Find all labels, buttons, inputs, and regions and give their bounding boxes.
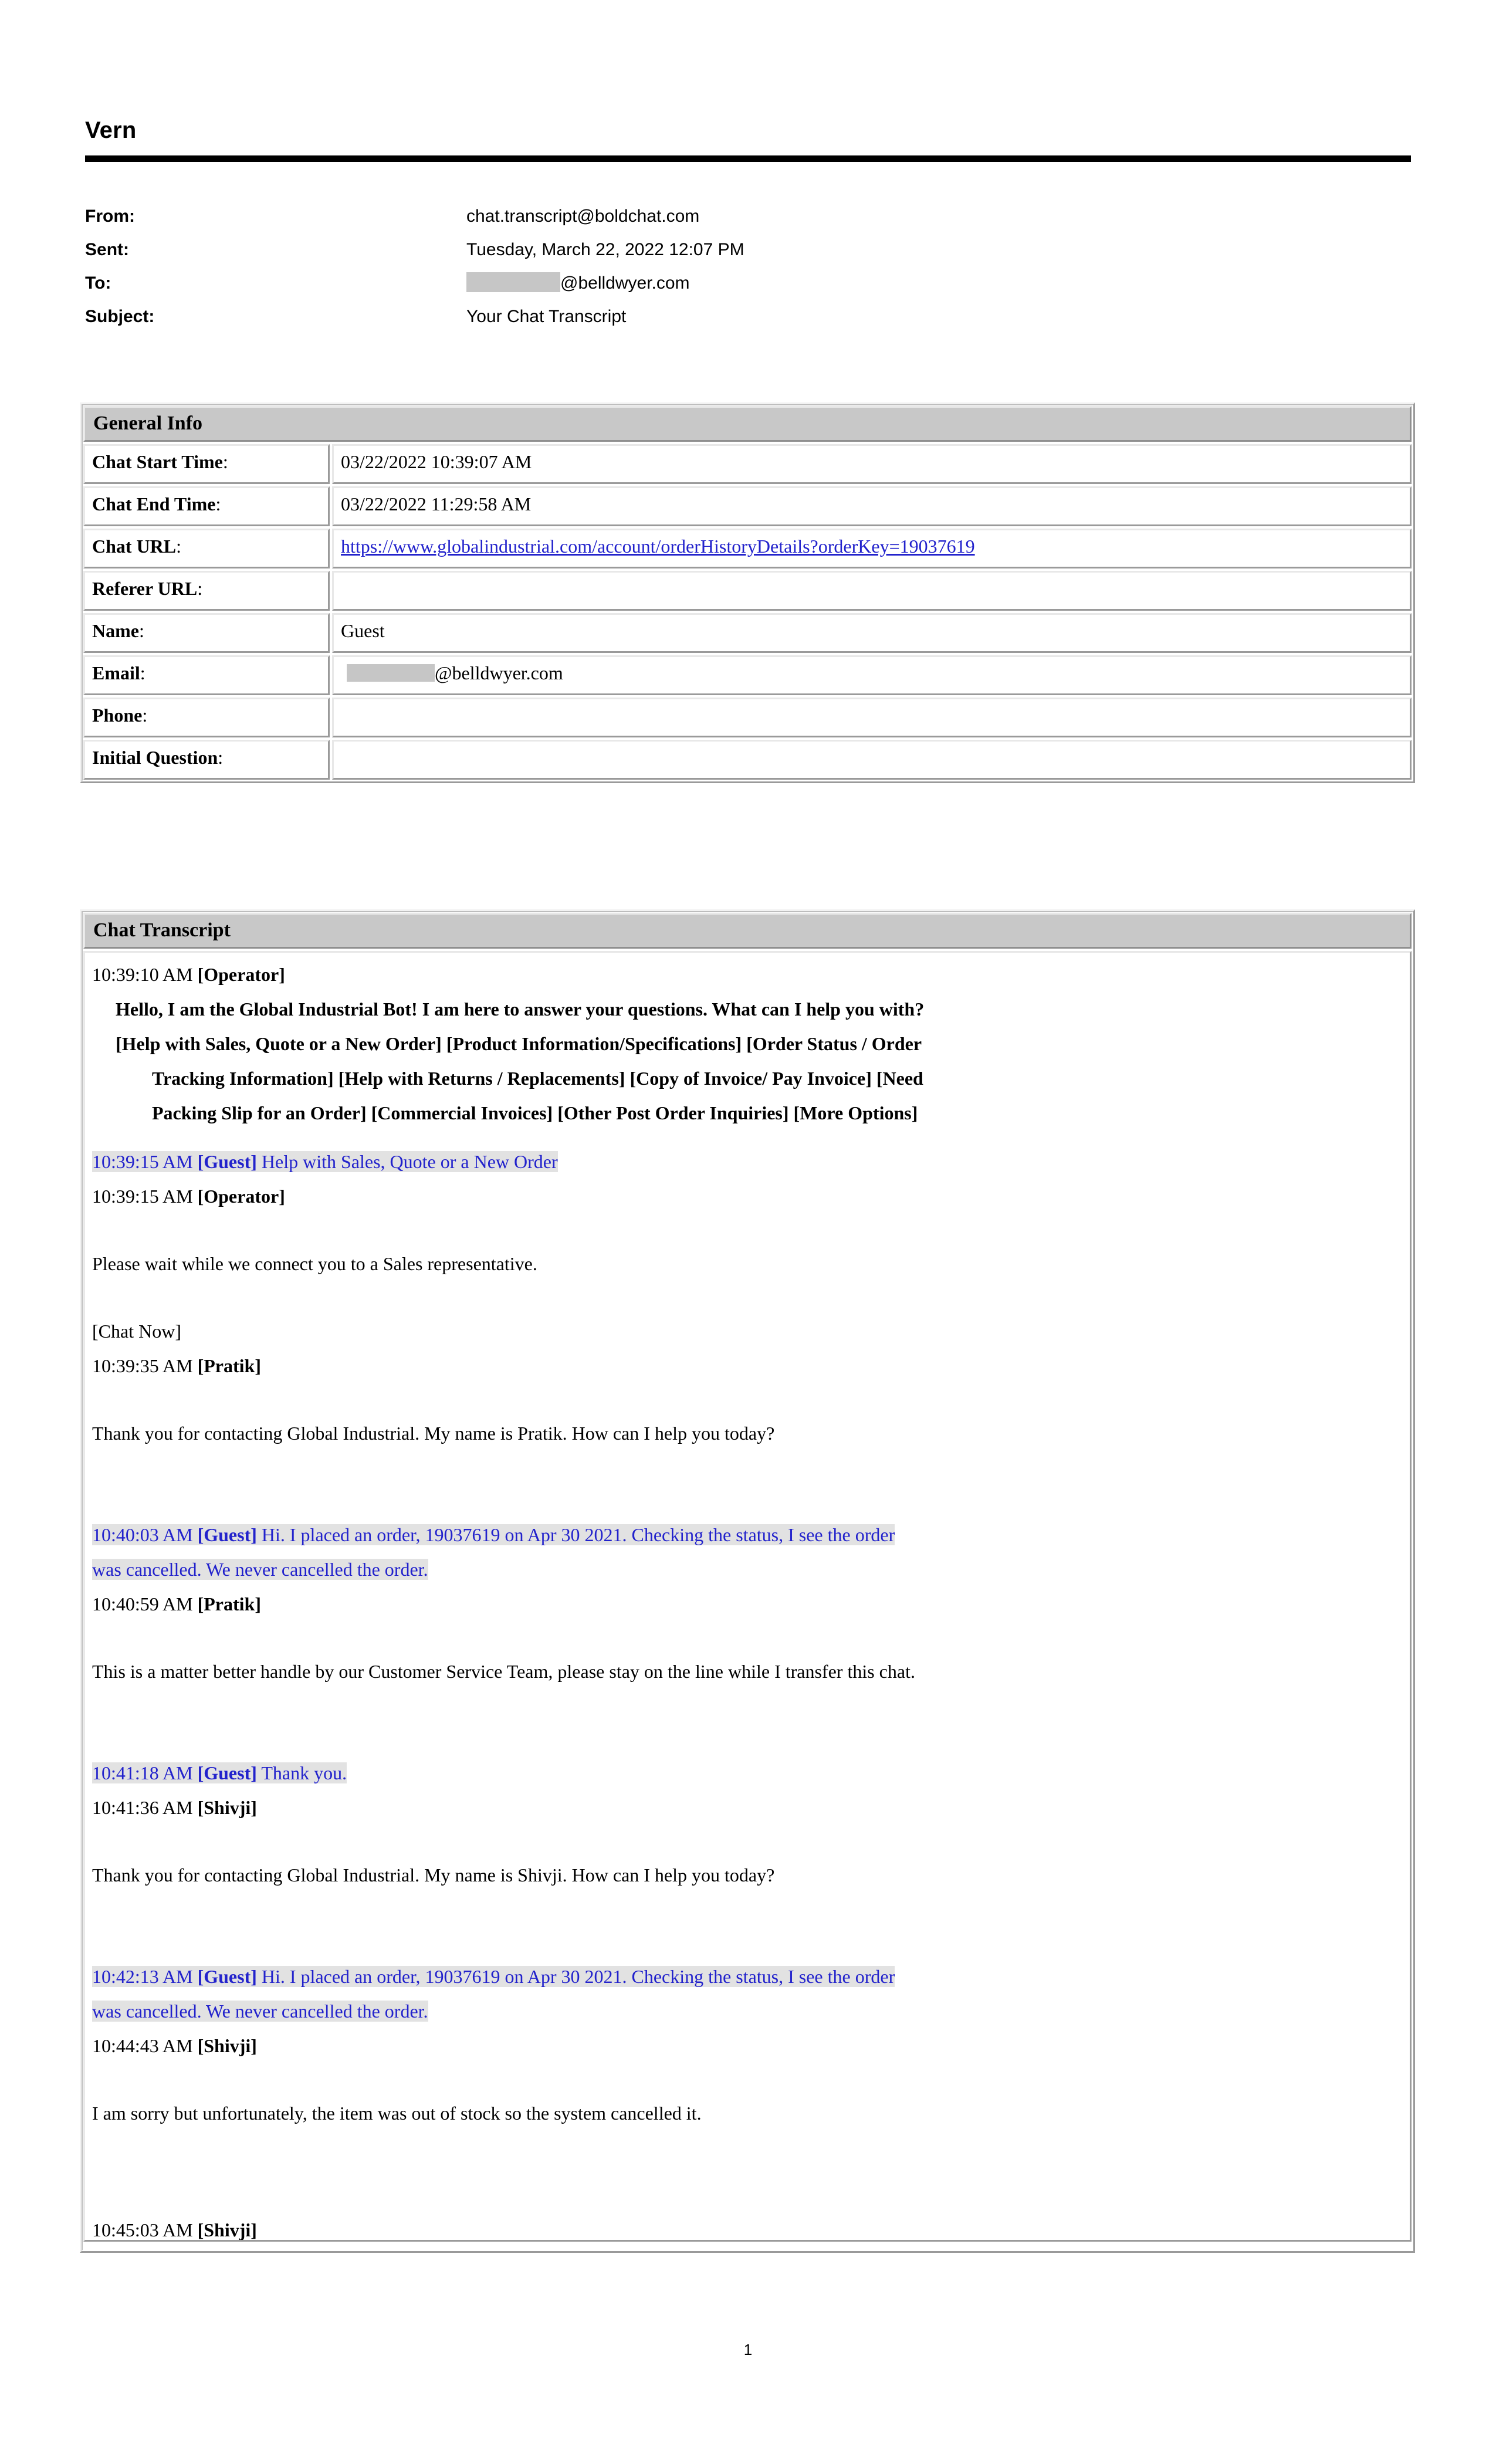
speaker-name: [Guest] (197, 1966, 257, 1988)
transcript-guest-line (92, 1518, 1402, 1552)
message-text: Help with Sales, Quote or a New Order (261, 1151, 558, 1173)
transcript-stamp (92, 1791, 1402, 1825)
transcript-stamp (92, 1587, 1402, 1622)
timestamp: 10:39:10 AM (92, 964, 193, 986)
spacer (92, 2063, 1402, 2096)
row-value (332, 655, 1412, 695)
transcript-stamp (92, 1349, 1402, 1383)
row-label-text: Initial Question (92, 747, 218, 769)
row-label: Initial Question: (83, 740, 330, 780)
row-label: Chat URL: (83, 529, 330, 568)
chat-transcript-body (83, 951, 1412, 2242)
row-label: Chat End Time: (83, 486, 330, 526)
table-row (83, 655, 1412, 695)
row-value: 03/22/2022 11:29:58 AM (332, 486, 1412, 526)
email-field-value: chat.transcript@boldchat.com (466, 207, 700, 226)
email-field-value: Tuesday, March 22, 2022 12:07 PM (466, 240, 744, 259)
speaker-name: [Shivji] (197, 2219, 257, 2241)
speaker-name: [Guest] (197, 1762, 257, 1784)
row-label-text: Referer URL (92, 578, 198, 600)
speaker-name: [Shivji] (197, 2035, 257, 2057)
transcript-stamp (92, 1179, 1402, 1214)
row-value: Guest (332, 613, 1412, 653)
page-title: Vern (85, 117, 137, 143)
email-field-label: Subject: (85, 307, 155, 326)
row-label: Chat Start Time: (83, 444, 330, 484)
table-row (83, 571, 1412, 611)
timestamp: 10:41:18 AM (92, 1762, 193, 1784)
table-row (83, 740, 1412, 780)
timestamp: 10:40:03 AM (92, 1524, 193, 1546)
transcript-stamp (92, 2029, 1402, 2063)
row-label: Phone: (83, 698, 330, 737)
transcript-stamp (92, 2213, 1402, 2242)
transcript-message: Thank you for contacting Global Industrial. My name is Pratik. How can I help you today? (92, 1423, 775, 1444)
table-row (83, 444, 1412, 484)
spacer (92, 1622, 1402, 1654)
timestamp: 10:39:35 AM (92, 1355, 193, 1377)
timestamp: 10:40:59 AM (92, 1593, 193, 1615)
message-line: Packing Slip for an Order] [Commercial Invoices] [Other Post Order Inquiries] [More Options] (152, 1102, 918, 1124)
page-number: 1 (743, 2341, 753, 2358)
timestamp: 10:42:13 AM (92, 1966, 193, 1988)
message-line: [Help with Sales, Quote or a New Order] [Product Information/Specifications] [Order Status / Order (116, 1033, 922, 1055)
transcript-message: Thank you for contacting Global Industrial. My name is Shivji. How can I help you today? (92, 1864, 775, 1886)
email-field-label: To: (85, 273, 111, 293)
email-field-label: From: (85, 207, 135, 226)
chat-transcript-heading: Chat Transcript (83, 913, 1412, 949)
table-row (83, 698, 1412, 737)
row-value (332, 571, 1412, 611)
transcript-guest-line (92, 1145, 1402, 1179)
timestamp: 10:41:36 AM (92, 1797, 193, 1819)
redaction-box (466, 272, 560, 292)
timestamp: 10:44:43 AM (92, 2035, 193, 2057)
spacer (92, 1214, 1402, 1247)
table-row (83, 613, 1412, 653)
transcript-guest-line (92, 1552, 1402, 1587)
row-value (332, 740, 1412, 780)
row-value (332, 529, 1412, 568)
general-info-table (80, 402, 1415, 783)
email-field-to (85, 266, 1258, 300)
email-header-fields (85, 199, 1258, 333)
spacer (92, 1131, 1402, 1145)
message-line: Tracking Information] [Help with Returns / Replacements] [Copy of Invoice/ Pay Invoice] [Need (152, 1068, 923, 1089)
row-label: Email: (83, 655, 330, 695)
row-label-text: Chat Start Time (92, 451, 223, 473)
email-field-from (85, 199, 1258, 233)
transcript-message: [Chat Now] (92, 1321, 181, 1342)
transcript-guest-line (92, 1756, 1402, 1791)
row-label: Name: (83, 613, 330, 653)
spacer (92, 2131, 1402, 2213)
row-label-text: Email (92, 662, 140, 684)
transcript-message (92, 992, 1402, 1131)
email-domain: @belldwyer.com (560, 273, 690, 293)
transcript-message: This is a matter better handle by our Customer Service Team, please stay on the line while I transfer this chat. (92, 1661, 915, 1683)
speaker-name: [Operator] (197, 1186, 285, 1207)
transcript-guest-line (92, 1959, 1402, 1994)
chat-url-link[interactable]: https://www.globalindustrial.com/account/orderHistoryDetails?orderKey=19037619 (341, 536, 975, 557)
transcript-message: I am sorry but unfortunately, the item was out of stock so the system cancelled it. (92, 2103, 702, 2124)
email-field-subject (85, 300, 1258, 333)
timestamp: 10:45:03 AM (92, 2219, 193, 2241)
email-field-value: Your Chat Transcript (466, 307, 627, 326)
speaker-name: [Pratik] (197, 1593, 261, 1615)
speaker-name: [Pratik] (197, 1355, 261, 1377)
message-text: Thank you. (261, 1762, 347, 1784)
row-label-text: Phone (92, 705, 143, 726)
chat-transcript-table (80, 909, 1415, 2253)
spacer (92, 1825, 1402, 1858)
timestamp: 10:39:15 AM (92, 1151, 193, 1173)
spacer (92, 1689, 1402, 1756)
speaker-name: [Operator] (197, 964, 285, 986)
spacer (92, 1893, 1402, 1959)
email-domain: @belldwyer.com (435, 662, 563, 684)
spacer (92, 1383, 1402, 1416)
spacer (92, 1451, 1402, 1518)
title-divider (85, 155, 1411, 162)
table-row (83, 486, 1412, 526)
speaker-name: [Guest] (197, 1151, 257, 1173)
message-text: Hi. I placed an order, 19037619 on Apr 30 2021. Checking the status, I see the order (261, 1524, 895, 1546)
transcript-guest-line (92, 1994, 1402, 2029)
transcript-stamp (92, 957, 1402, 992)
timestamp: 10:39:15 AM (92, 1186, 193, 1207)
message-text: Hi. I placed an order, 19037619 on Apr 30 2021. Checking the status, I see the order (261, 1966, 895, 1988)
row-label: Referer URL: (83, 571, 330, 611)
row-value: 03/22/2022 10:39:07 AM (332, 444, 1412, 484)
row-label-text: Chat End Time (92, 493, 216, 515)
spacer (92, 1281, 1402, 1314)
table-row (83, 529, 1412, 568)
email-field-sent (85, 233, 1258, 266)
speaker-name: [Shivji] (197, 1797, 257, 1819)
email-field-value (466, 266, 690, 300)
message-line: Hello, I am the Global Industrial Bot! I am here to answer your questions. What can I help you with? (116, 999, 925, 1020)
email-field-label: Sent: (85, 240, 129, 259)
general-info-heading: General Info (83, 406, 1412, 442)
row-label-text: Name (92, 620, 139, 642)
message-text: was cancelled. We never cancelled the order. (92, 2001, 428, 2022)
row-value (332, 698, 1412, 737)
redaction-box (347, 664, 435, 682)
row-label-text: Chat URL (92, 536, 177, 557)
transcript-message: Please wait while we connect you to a Sales representative. (92, 1253, 537, 1275)
message-text: was cancelled. We never cancelled the order. (92, 1559, 428, 1580)
speaker-name: [Guest] (197, 1524, 257, 1546)
